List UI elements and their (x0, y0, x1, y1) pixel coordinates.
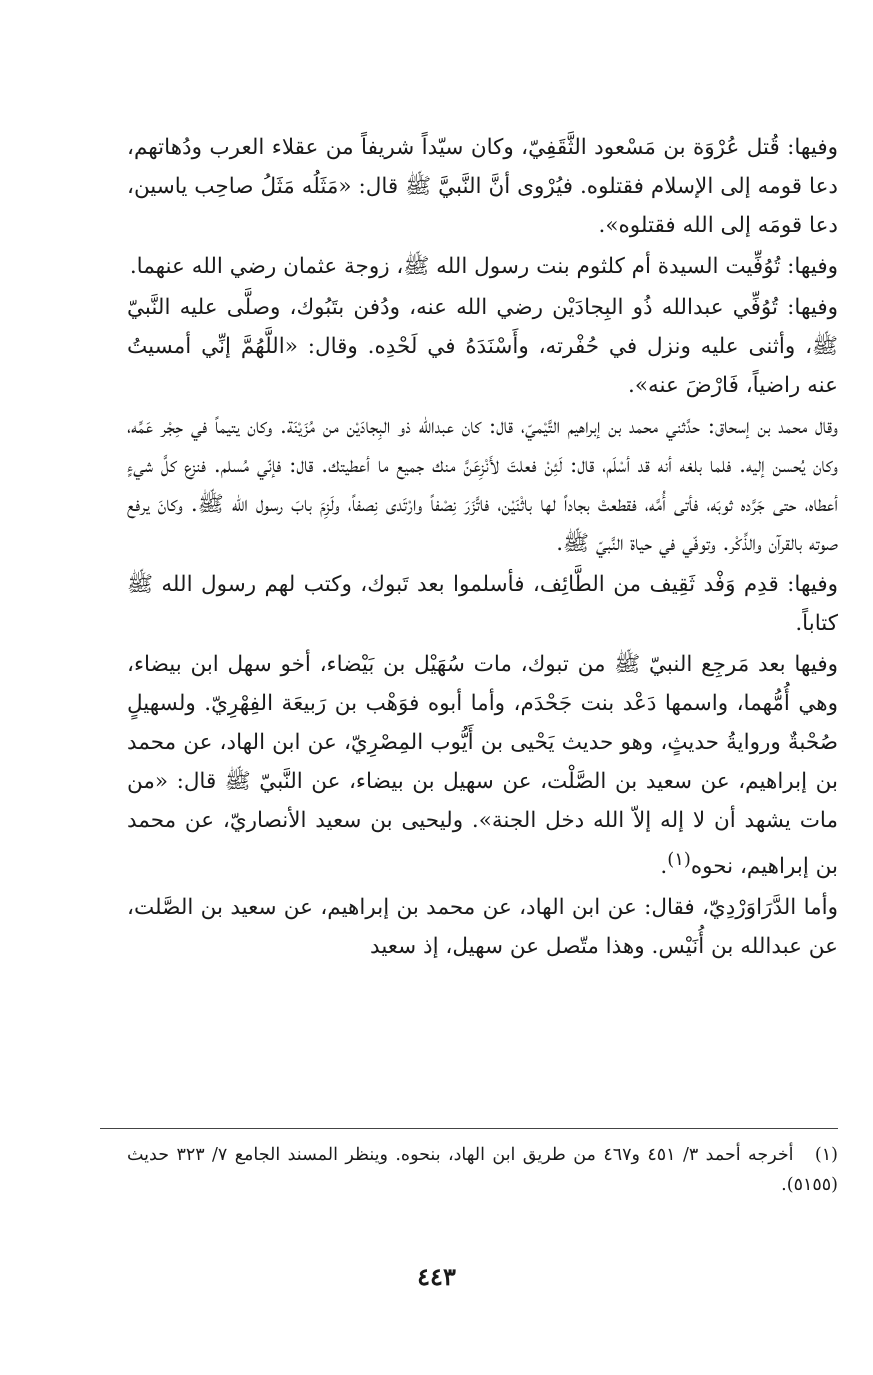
paragraph-suhayl-text: وفيها بعد مَرجِع النبيّ ﷺ من تبوك، مات سُهَيْل بن بَيْضاء، أخو سهل ابن بيضاء، وهي أُمُّهما، واسمها دَعْد بنت جَحْدَم، وأما أبوه فوَهْب بن رَبيعَة الفِهْرِيّ. ولسهيلٍ صُحْبةٌ وروايةُ حديثٍ، وهو حديث يَحْيى بن أَيُّوب المِصْرِيّ، عن ابن الهاد، عن محمد بن إبراهيم، عن سعيد بن الصَّلْت، عن سهيل بن بيضاء، عن النَّبيّ ﷺ قال: «من مات يشهد أن لا إله إلاّ الله دخل الجنة». وليحيى بن سعيد الأنصاريّ، عن محمد بن إبراهيم، نحوه (127, 652, 838, 880)
main-text (127, 128, 838, 968)
paragraph-thaqif-delegation: وفيها: قدِم وَفْد ثَقِيف من الطَّائِف، فأسلموا بعد تَبوك، وكتب لهم رسول الله ﷺ كتاباً. (127, 572, 838, 636)
paragraph-suhayl-end: . (660, 854, 668, 880)
paragraph-darawardi: وأما الدَّرَاوَرْدِيّ، فقال: عن ابن الهاد، عن محمد بن إبراهيم، عن سعيد بن الصَّلت، عن عبدالله بن أُنَيْس. وهذا متّصل عن سهيل، إذ سعيد (127, 895, 838, 960)
footnote-number: (١) (814, 1145, 838, 1165)
footnote-reference: (١) (667, 849, 691, 870)
footnote-text: أخرجه أحمد ٣/ ٤٥١ و٤٦٧ من طريق ابن الهاد، بنحوه. وينظر المسند الجامع ٧/ ٣٢٣ حديث (٥١٥٥). (127, 1145, 838, 1195)
paragraph-urwa: وفيها: قُتل عُرْوَة بن مَسْعود الثَّقَفِيّ، وكان سيّداً شريفاً من عقلاء العرب ودُهاتهم، دعا قومه إلى الإسلام فقتلوه. فيُرْوى أنَّ النَّبيَّ ﷺ قال: «مَثَلُه مَثَلُ صاحِب ياسين، دعا قومَه إلى الله فقتلوه». (127, 135, 838, 238)
page-number: ٤٤٣ (417, 1262, 456, 1291)
paragraph-umm-kulthum: وفيها: تُوُفِّيت السيدة أم كلثوم بنت رسول الله ﷺ، زوجة عثمان رضي الله عنهما. (129, 254, 838, 279)
footnote (127, 1140, 838, 1200)
paragraph-suhayl (127, 645, 838, 886)
paragraph-ibn-ishaq: وقال محمد بن إسحاق: حدَّثني محمد بن إبراهيم التَّيْميّ، قال: كان عبدالله ذو البِجادَيْن من مُزَيْنَة. وكان يتيماً في حِجْر عَمِّه، وكان يُحسن إليه. فلما بلغه أنه قد أسْلَم، قال: لَئِنْ فعلتَ لأَنْزِعَنَّ منك جميع ما أعطيتك. قال: فإنّي مُسلم. فنزع كلَّ شيءٍ أعطاه، حتى جَرَّده ثوبَه، فأتى أُمَّه، فقطعتْ بجاداً لها باثْنَيْن، فاتَّزَرَ نِصْفاً وارْتَدى نِصفاً، ولَزِمَ بابَ رسول الله ﷺ. وكانَ يرفع صوته بالقرآن والذِّكْر. وتوفّي في حياة النَّبيّ ﷺ. (127, 414, 838, 556)
footnote-divider (100, 1128, 838, 1129)
paragraph-dhul-bijadayn-death: وفيها: تُوُفِّي عبدالله ذُو البِجادَيْن رضي الله عنه، ودُفن بتَبُوك، وصلَّى عليه النَّبيّ ﷺ، وأثنى عليه ونزل في حُفْرته، وأَسْنَدَهُ في لَحْدِه. وقال: «اللَّهُمَّ إنِّي أمسيتُ عنه راضياً، فَارْضَ عنه». (127, 295, 838, 398)
